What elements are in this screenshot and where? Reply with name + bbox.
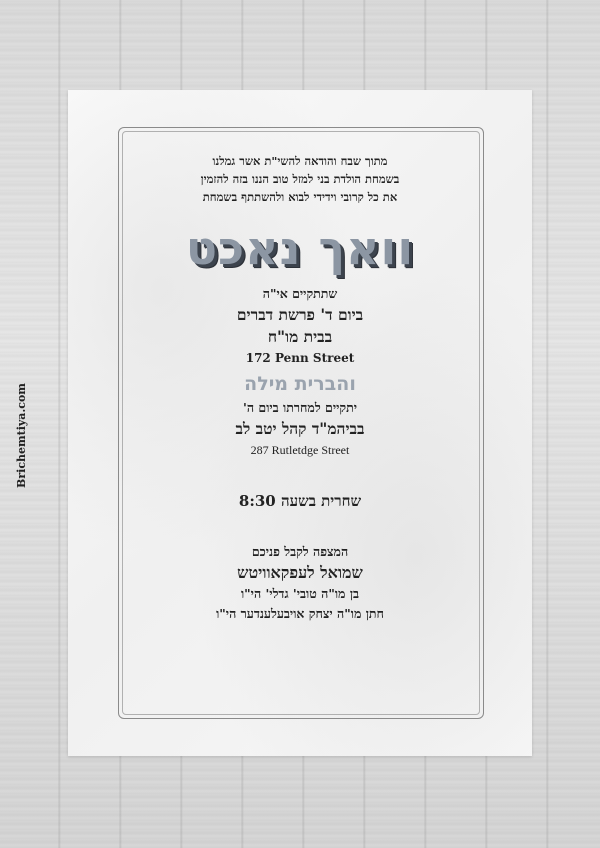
intro-block [126,152,474,206]
event2-place: בביהמ"ד קהל יטב לב [235,419,365,438]
event2-title: והברית מילה [244,373,356,395]
invitation-content [126,152,474,624]
intro-line-1: מתוך שבח והודאה להשי"ת אשר גמלנו [212,154,388,168]
event1-address: 172 Penn Street [245,351,355,365]
event1-day: ביום ד' פרשת דברים [236,305,364,324]
host-name: שמואל לעפקאוויטש [237,563,363,582]
watermark-text: Brichemtiya.com [14,382,28,488]
prayer-time: שחרית בשעה 8:30 [238,492,362,510]
event2-intro: יתקיים למחרתו ביום ה' [243,400,357,415]
host-father: בן מו"ה טובי' גדלי' הי"ו [240,586,360,601]
event1-intro: שתתקיים אי"ה [262,286,338,301]
watermark [8,330,34,540]
invitation-title: וואך נאכט [185,221,415,275]
intro-line-2: בשמחת הולדת בני למזל טוב הננו בזה להזמין [200,172,400,186]
invitation-card [68,90,532,756]
event2-address: 287 Rutletdge Street [250,443,350,457]
hosts-intro: המצפה לקבל פניכם [251,544,349,559]
host-father-in-law: חתן מו"ה יצחק אויבעלענדער הי"ו [216,606,384,621]
event1-place: בבית מו"ח [267,327,333,346]
intro-line-3: את כל קרובי וידידי לבוא ולהשתתף בשמחת [202,190,398,204]
